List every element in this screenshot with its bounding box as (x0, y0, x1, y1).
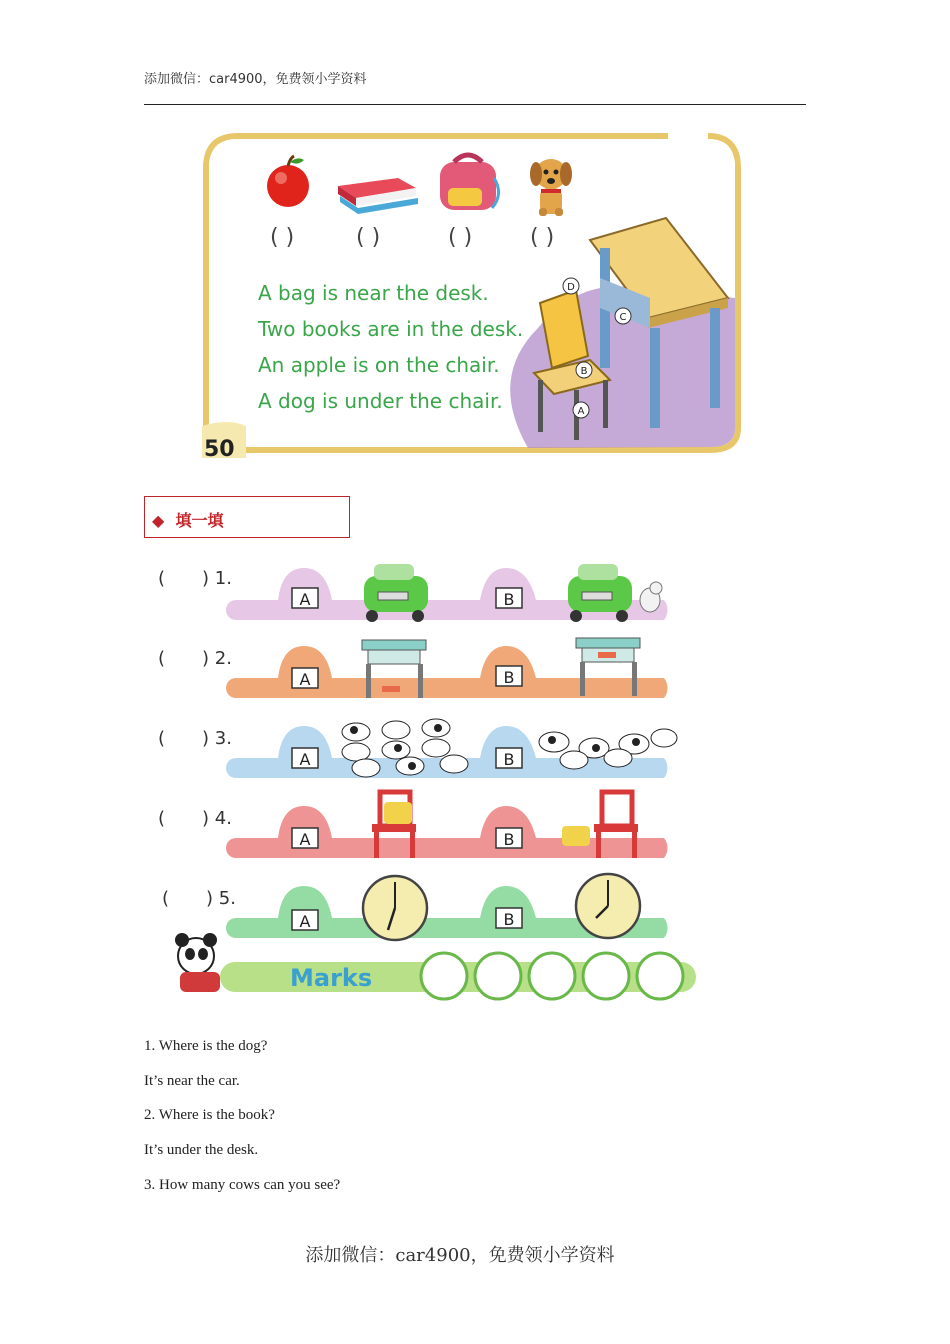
cows-group-a (342, 719, 468, 777)
sentence-3: An apple is on the chair. (258, 353, 500, 377)
svg-text:C: C (619, 312, 627, 323)
section-heading (152, 508, 223, 531)
clock-icon (363, 876, 427, 940)
svg-text:B: B (503, 590, 515, 609)
answer-line-4: It’s under the desk. (144, 1142, 259, 1158)
blank-2: ( ) (356, 225, 381, 250)
svg-text:A: A (299, 830, 311, 849)
choice-exercise (150, 552, 710, 1002)
choice-row-4 (158, 792, 668, 858)
marker-c (615, 308, 631, 324)
sentence-1: A bag is near the desk. (258, 281, 489, 305)
svg-text:A: A (299, 912, 311, 931)
svg-text:A: A (299, 670, 311, 689)
svg-text:D: D (567, 282, 575, 293)
header-rule (144, 104, 806, 105)
diamond-icon: ◆ (152, 511, 165, 530)
answer-line-1: 1. Where is the dog? (144, 1038, 268, 1054)
svg-text:(: ( (158, 808, 166, 829)
answer-line-3: 2. Where is the book? (144, 1107, 275, 1123)
section-heading-text: 填一填 (175, 511, 224, 530)
choice-row-1 (158, 564, 668, 622)
svg-text:) 5.: ) 5. (206, 888, 236, 909)
svg-text:B: B (503, 830, 515, 849)
svg-text:B: B (580, 366, 588, 377)
choice-row-5 (162, 874, 668, 940)
svg-text:B: B (503, 910, 515, 929)
page-header-text: 添加微信：car4900，免费领小学资料 (144, 72, 367, 87)
page-footer-text: 添加微信：car4900，免费领小学资料 (305, 1245, 615, 1266)
svg-text:(: ( (158, 568, 166, 589)
marker-d (563, 278, 579, 294)
blank-4: ( ) (530, 225, 555, 250)
marks-bar (175, 933, 696, 999)
svg-text:A: A (299, 590, 311, 609)
picture-exercise (198, 128, 743, 460)
answer-line-2: It’s near the car. (144, 1073, 240, 1089)
svg-text:) 2.: ) 2. (202, 648, 232, 669)
svg-text:) 1.: ) 1. (202, 568, 232, 589)
blank-1: ( ) (270, 225, 295, 250)
svg-text:A: A (577, 406, 585, 417)
mark-circle-3 (529, 953, 575, 999)
svg-text:) 3.: ) 3. (202, 728, 232, 749)
mark-circle-4 (583, 953, 629, 999)
svg-text:(: ( (158, 728, 166, 749)
svg-text:B: B (503, 750, 515, 769)
panda-icon (175, 933, 220, 992)
choice-row-3 (158, 719, 677, 778)
mark-circle-5 (637, 953, 683, 999)
blank-3: ( ) (448, 225, 473, 250)
sentence-2: Two books are in the desk. (258, 317, 524, 341)
marker-b (576, 362, 592, 378)
clock-icon (576, 874, 640, 938)
choice-row-2 (158, 638, 668, 698)
svg-text:A: A (299, 750, 311, 769)
svg-text:) 4.: ) 4. (202, 808, 232, 829)
mark-circle-2 (475, 953, 521, 999)
marker-a (573, 402, 589, 418)
mark-circle-1 (421, 953, 467, 999)
svg-text:B: B (503, 668, 515, 687)
svg-text:50: 50 (204, 437, 235, 460)
page-number-badge (202, 422, 246, 460)
sentence-4: A dog is under the chair. (258, 389, 503, 413)
answer-line-5: 3. How many cows can you see? (144, 1177, 341, 1193)
svg-text:(: ( (158, 648, 166, 669)
svg-text:(: ( (162, 888, 170, 909)
marks-label: Marks (290, 964, 373, 992)
